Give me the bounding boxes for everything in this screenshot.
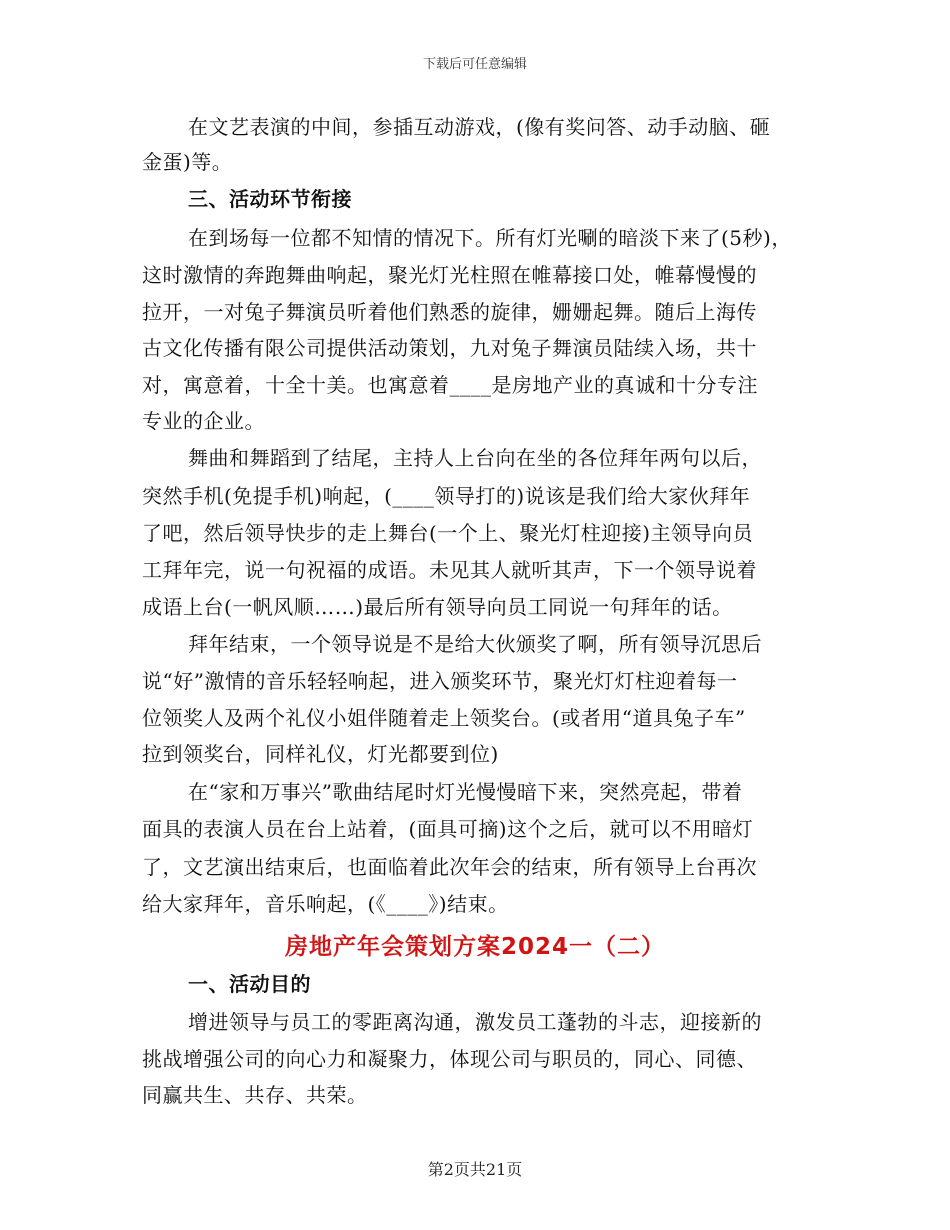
paragraph-line: 在“家和万事兴”歌曲结尾时灯光慢慢暗下来，突然亮起，带着 (188, 780, 743, 804)
paragraph-line: 面具的表演人员在台上站着，(面具可摘)这个之后，就可以不用暗灯 (142, 817, 754, 841)
paragraph-line: 拉开，一对兔子舞演员听着他们熟悉的旋律，姗姗起舞。随后上海传 (142, 300, 757, 324)
paragraph-line: 在文艺表演的中间，参插互动游戏，(像有奖问答、动手动脑、砸 (188, 115, 771, 139)
section-heading: 一、活动目的 (188, 972, 311, 996)
page-header: 下载后可任意编辑 (422, 57, 527, 72)
paragraph-line: 金蛋)等。 (142, 150, 233, 174)
paragraph-line: 挑战增强公司的向心力和凝聚力，体现公司与职员的，同心、同德、 (142, 1047, 757, 1071)
paragraph-line: 了，文艺演出结束后，也面临着此次年会的结束，所有领导上台再次 (142, 855, 757, 879)
paragraph-line: 突然手机(免提手机)响起，(____领导打的)说该是我们给大家伙拜年 (142, 484, 751, 508)
paragraph-line: 说“好”激情的音乐轻轻响起，进入颁奖环节，聚光灯灯柱迎着每一 (142, 669, 738, 693)
paragraph-line: 这时激情的奔跑舞曲响起，聚光灯光柱照在帷幕接口处，帷幕慢慢的 (142, 263, 757, 287)
paragraph-line: 拉到领奖台，同样礼仪，灯光都要到位) (142, 742, 499, 766)
section-heading: 三、活动环节衔接 (188, 187, 352, 211)
paragraph-line: 给大家拜年，音乐响起，(《____》)结束。 (142, 892, 509, 916)
paragraph-line: 拜年结束，一个领导说是不是给大伙颁奖了啊，所有领导沉思后 (188, 632, 762, 656)
paragraph-line: 同赢共生、共存、共荣。 (142, 1083, 368, 1107)
paragraph-line: 成语上台(一帆风顺……)最后所有领导向员工同说一句拜年的话。 (142, 595, 733, 619)
paragraph-line: 在到场每一位都不知情的情况下。所有灯光唰的暗淡下来了(5秒)， (188, 226, 792, 250)
paragraph-line: 专业的企业。 (142, 409, 265, 433)
paragraph-line: 位领奖人及两个礼仪小姐伴随着走上领奖台。(或者用“道具兔子车” (142, 706, 746, 730)
paragraph-line: 舞曲和舞蹈到了结尾，主持人上台向在坐的各位拜年两句以后， (188, 446, 762, 470)
paragraph-line: 对，寓意着，十全十美。也寓意着____是房地产业的真诚和十分专注 (142, 373, 758, 397)
paragraph-line: 古文化传播有限公司提供活动策划，九对兔子舞演员陆续入场，共十 (142, 336, 757, 360)
page-footer: 第2页共21页 (427, 1160, 523, 1179)
paragraph-line: 增进领导与员工的零距离沟通，激发员工蓬勃的斗志，迎接新的 (188, 1010, 762, 1034)
section-title: 房地产年会策划方案2024一（二） (284, 934, 665, 960)
paragraph-line: 了吧，然后领导快步的走上舞台(一个上、聚光灯柱迎接)主领导向员 (142, 521, 754, 545)
paragraph-line: 工拜年完，说一句祝福的成语。未见其人就听其声，下一个领导说着 (142, 558, 757, 582)
